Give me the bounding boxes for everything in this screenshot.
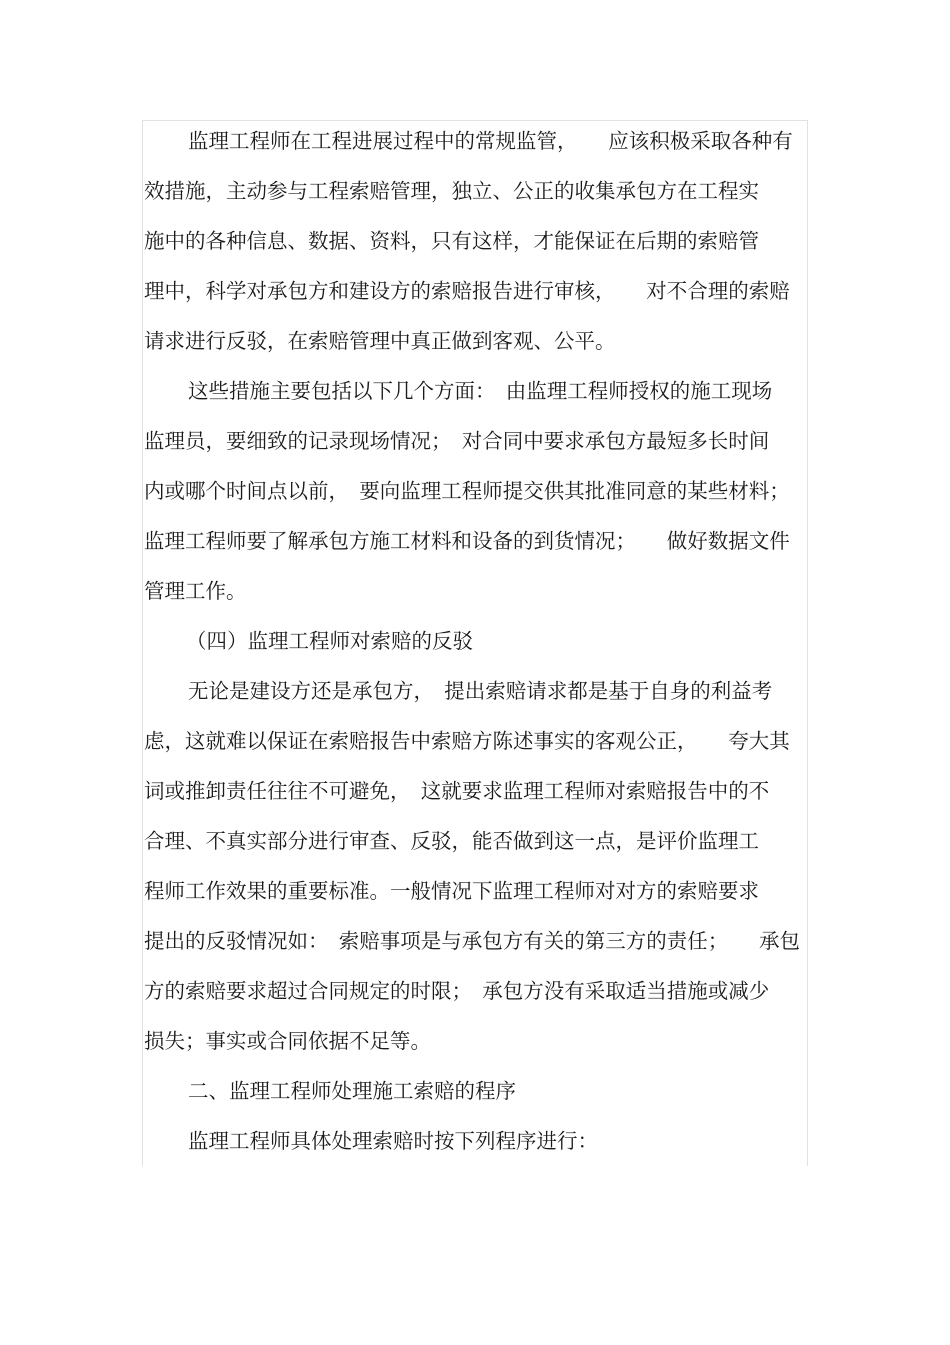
paragraph-1-line-4: 理中，科学对承包方和建设方的索赔报告进行审核， 对不合理的索赔 [144, 279, 790, 303]
paragraph-3-line-3: 词或推卸责任往往不可避免， 这就要求监理工程师对索赔报告中的不 [144, 779, 770, 803]
paragraph-3-line-7: 方的索赔要求超过合同规定的时限； 承包方没有采取适当措施或减少 [144, 979, 770, 1003]
paragraph-3-line-6: 提出的反驳情况如： 索赔事项是与承包方有关的第三方的责任； 承包 [144, 929, 800, 953]
section-heading-4: （四）监理工程师对索赔的反驳 [186, 629, 473, 653]
paragraph-1-line-2: 效措施，主动参与工程索赔管理，独立、公正的收集承包方在工程实 [144, 179, 759, 203]
paragraph-2-line-4: 监理工程师要了解承包方施工材料和设备的到货情况； 做好数据文件 [144, 529, 790, 553]
paragraph-3-line-2: 虑，这就难以保证在索赔报告中索赔方陈述事实的客观公正， 夸大其 [144, 729, 790, 753]
section-heading-2: 二、监理工程师处理施工索赔的程序 [188, 1079, 516, 1103]
paragraph-3-line-8: 损失；事实或合同依据不足等。 [144, 1029, 431, 1053]
paragraph-3-line-5: 程师工作效果的重要标准。一般情况下监理工程师对对方的索赔要求 [144, 879, 759, 903]
paragraph-2-line-5: 管理工作。 [144, 579, 247, 603]
paragraph-2-line-1: 这些措施主要包括以下几个方面： 由监理工程师授权的施工现场 [188, 379, 773, 403]
paragraph-3-line-4: 合理、不真实部分进行审查、反驳，能否做到这一点，是评价监理工 [144, 829, 759, 853]
paragraph-1-line-5: 请求进行反驳，在索赔管理中真正做到客观、公平。 [144, 329, 616, 353]
paragraph-1-line-1: 监理工程师在工程进展过程中的常规监管， 应该积极采取各种有 [188, 129, 793, 153]
paragraph-2-line-2: 监理员，要细致的记录现场情况； 对合同中要求承包方最短多长时间 [144, 429, 770, 453]
paragraph-4-line-1: 监理工程师具体处理索赔时按下列程序进行： [188, 1129, 598, 1153]
paragraph-1-line-3: 施中的各种信息、数据、资料，只有这样，才能保证在后期的索赔管 [144, 229, 759, 253]
paragraph-2-line-3: 内或哪个时间点以前， 要向监理工程师提交供其批准同意的某些材料； [144, 479, 790, 503]
paragraph-3-line-1: 无论是建设方还是承包方， 提出索赔请求都是基于自身的利益考 [188, 679, 773, 703]
